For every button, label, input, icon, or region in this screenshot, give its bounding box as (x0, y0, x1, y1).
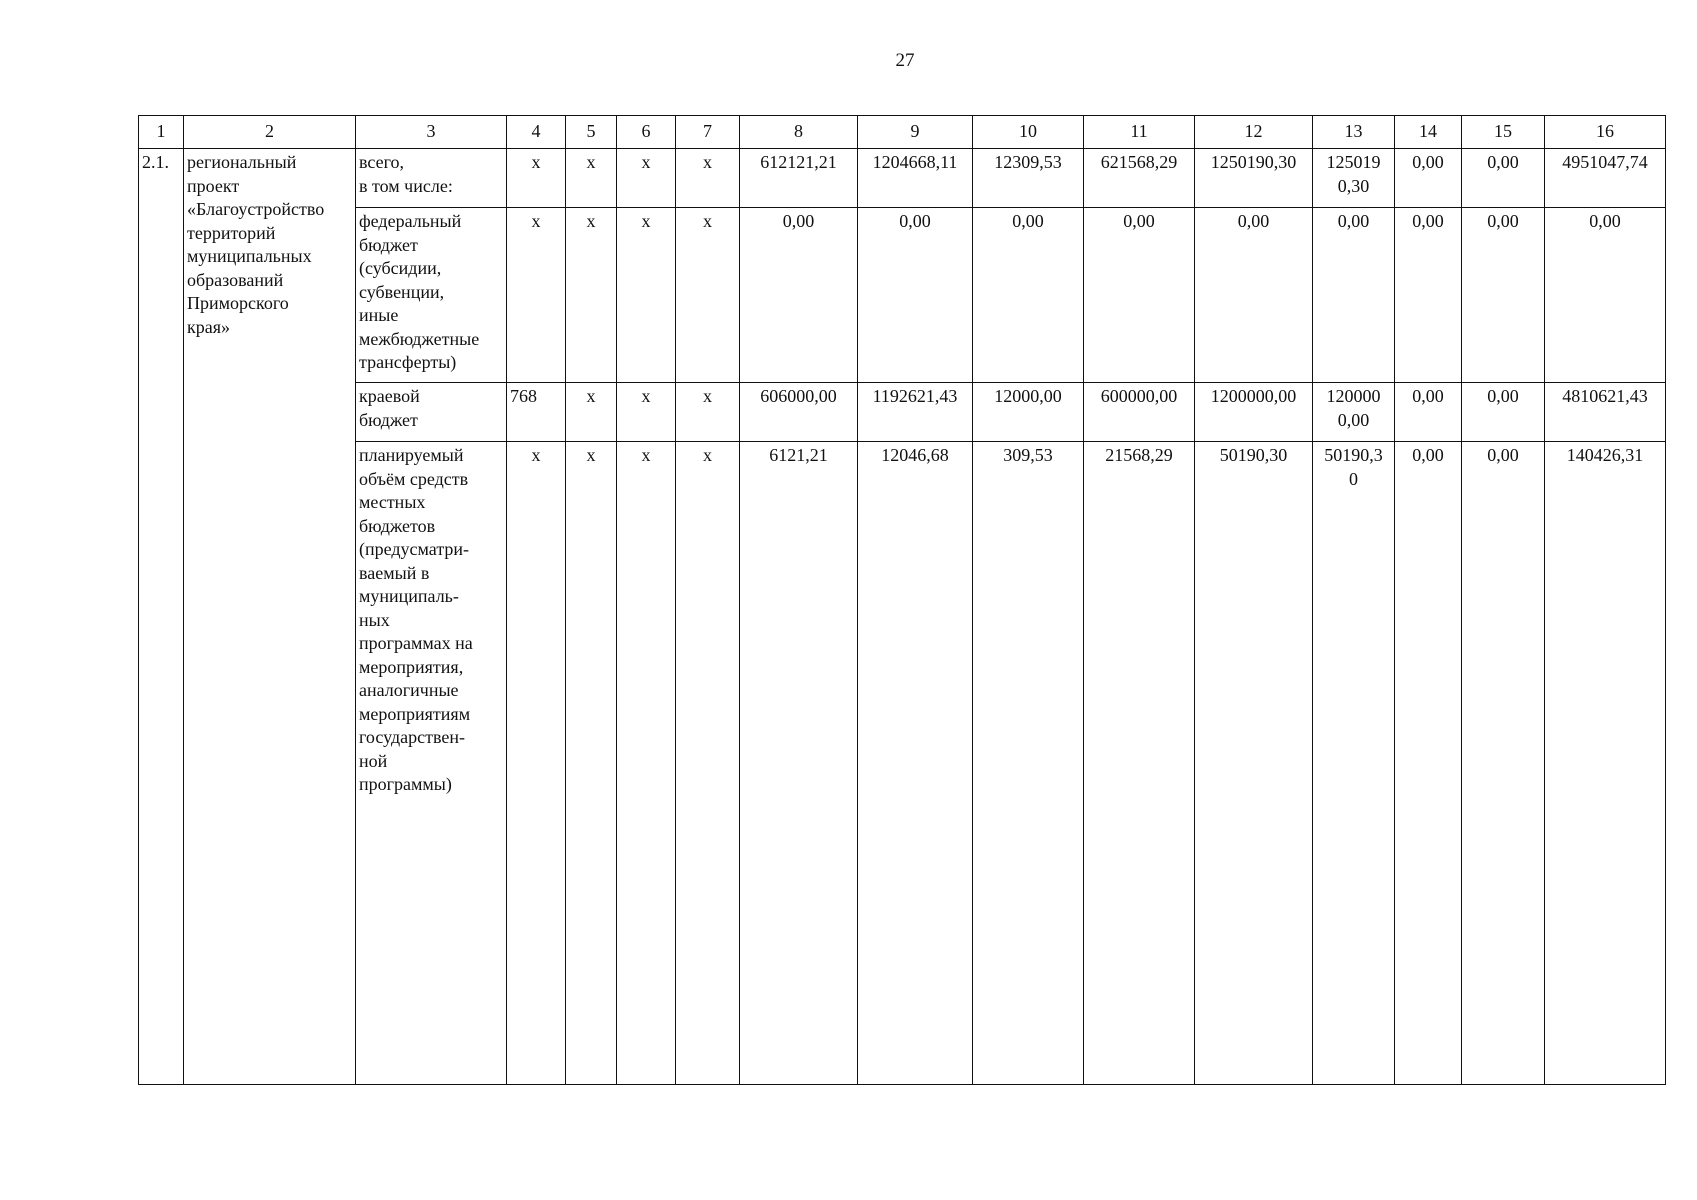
table-cell: 606000,00 (740, 383, 858, 442)
table-cell: 0,00 (1195, 208, 1313, 383)
table-cell: 621568,29 (1084, 149, 1195, 208)
table-cell: 12000,00 (973, 383, 1084, 442)
table-cell: 1204668,11 (858, 149, 973, 208)
project-name: региональный проект «Благоустройство территорий муниципальных образований Приморского края» (184, 149, 356, 1085)
table-cell: 120000 0,00 (1313, 383, 1395, 442)
table-cell: 0,00 (1462, 208, 1545, 383)
column-header: 8 (740, 116, 858, 149)
funding-source-label: всего, в том числе: (356, 149, 507, 208)
table-cell: x (617, 442, 676, 1085)
table-cell: 0,00 (1395, 208, 1462, 383)
table-cell: x (676, 383, 740, 442)
table-cell: 612121,21 (740, 149, 858, 208)
table-cell: x (507, 208, 566, 383)
table-cell: 0,00 (973, 208, 1084, 383)
budget-table (138, 115, 1666, 1085)
table-cell: 6121,21 (740, 442, 858, 1085)
table-cell: x (617, 383, 676, 442)
column-header: 1 (139, 116, 184, 149)
table-cell: 12046,68 (858, 442, 973, 1085)
table-row (139, 383, 1666, 442)
column-header: 6 (617, 116, 676, 149)
table-cell: 0,00 (1084, 208, 1195, 383)
table-cell: 12309,53 (973, 149, 1084, 208)
table-cell: x (676, 208, 740, 383)
table-cell: 50190,30 (1195, 442, 1313, 1085)
table-cell: 0,00 (1395, 383, 1462, 442)
funding-source-label: федеральный бюджет (субсидии, субвенции, иные межбюджетные трансферты) (356, 208, 507, 383)
table-cell: 140426,31 (1545, 442, 1666, 1085)
table-cell: x (566, 208, 617, 383)
table-cell: 0,00 (740, 208, 858, 383)
table-cell: 0,00 (1462, 149, 1545, 208)
table-cell: 0,00 (1395, 149, 1462, 208)
table-cell: 125019 0,30 (1313, 149, 1395, 208)
table-cell: 0,00 (1462, 383, 1545, 442)
column-header: 2 (184, 116, 356, 149)
column-header: 13 (1313, 116, 1395, 149)
table-cell: x (507, 149, 566, 208)
column-header-row (139, 116, 1666, 149)
table-cell: 1192621,43 (858, 383, 973, 442)
table-cell: x (617, 149, 676, 208)
table-cell: x (566, 149, 617, 208)
table-cell: x (676, 149, 740, 208)
table-row (139, 442, 1666, 1085)
table-cell: 0,00 (1395, 442, 1462, 1085)
table-cell: 309,53 (973, 442, 1084, 1085)
column-header: 7 (676, 116, 740, 149)
table-cell: 768 (507, 383, 566, 442)
column-header: 3 (356, 116, 507, 149)
table-cell: x (617, 208, 676, 383)
funding-source-label: планируемый объём средств местных бюджетов (предусматри- ваемый в муниципаль- ных программах на мероприятия, аналогичные мероприятиям государствен- ной программы) (356, 442, 507, 1085)
table-cell: x (676, 442, 740, 1085)
table-cell: 0,00 (1545, 208, 1666, 383)
table-cell: 0,00 (1462, 442, 1545, 1085)
table-cell: 1200000,00 (1195, 383, 1313, 442)
column-header: 9 (858, 116, 973, 149)
column-header: 14 (1395, 116, 1462, 149)
table-cell: 600000,00 (1084, 383, 1195, 442)
funding-source-label: краевой бюджет (356, 383, 507, 442)
table-cell: 1250190,30 (1195, 149, 1313, 208)
column-header: 16 (1545, 116, 1666, 149)
column-header: 11 (1084, 116, 1195, 149)
table-cell: 4951047,74 (1545, 149, 1666, 208)
table-cell: 50190,3 0 (1313, 442, 1395, 1085)
column-header: 15 (1462, 116, 1545, 149)
table-row (139, 208, 1666, 383)
table-cell: x (507, 442, 566, 1085)
table-cell: 0,00 (1313, 208, 1395, 383)
table-row (139, 149, 1666, 208)
column-header: 4 (507, 116, 566, 149)
column-header: 5 (566, 116, 617, 149)
table-cell: x (566, 383, 617, 442)
table-cell: x (566, 442, 617, 1085)
page-number: 27 (895, 50, 915, 71)
table-cell: 0,00 (858, 208, 973, 383)
column-header: 10 (973, 116, 1084, 149)
column-header: 12 (1195, 116, 1313, 149)
table-cell: 4810621,43 (1545, 383, 1666, 442)
row-code: 2.1. (139, 149, 184, 1085)
table-cell: 21568,29 (1084, 442, 1195, 1085)
